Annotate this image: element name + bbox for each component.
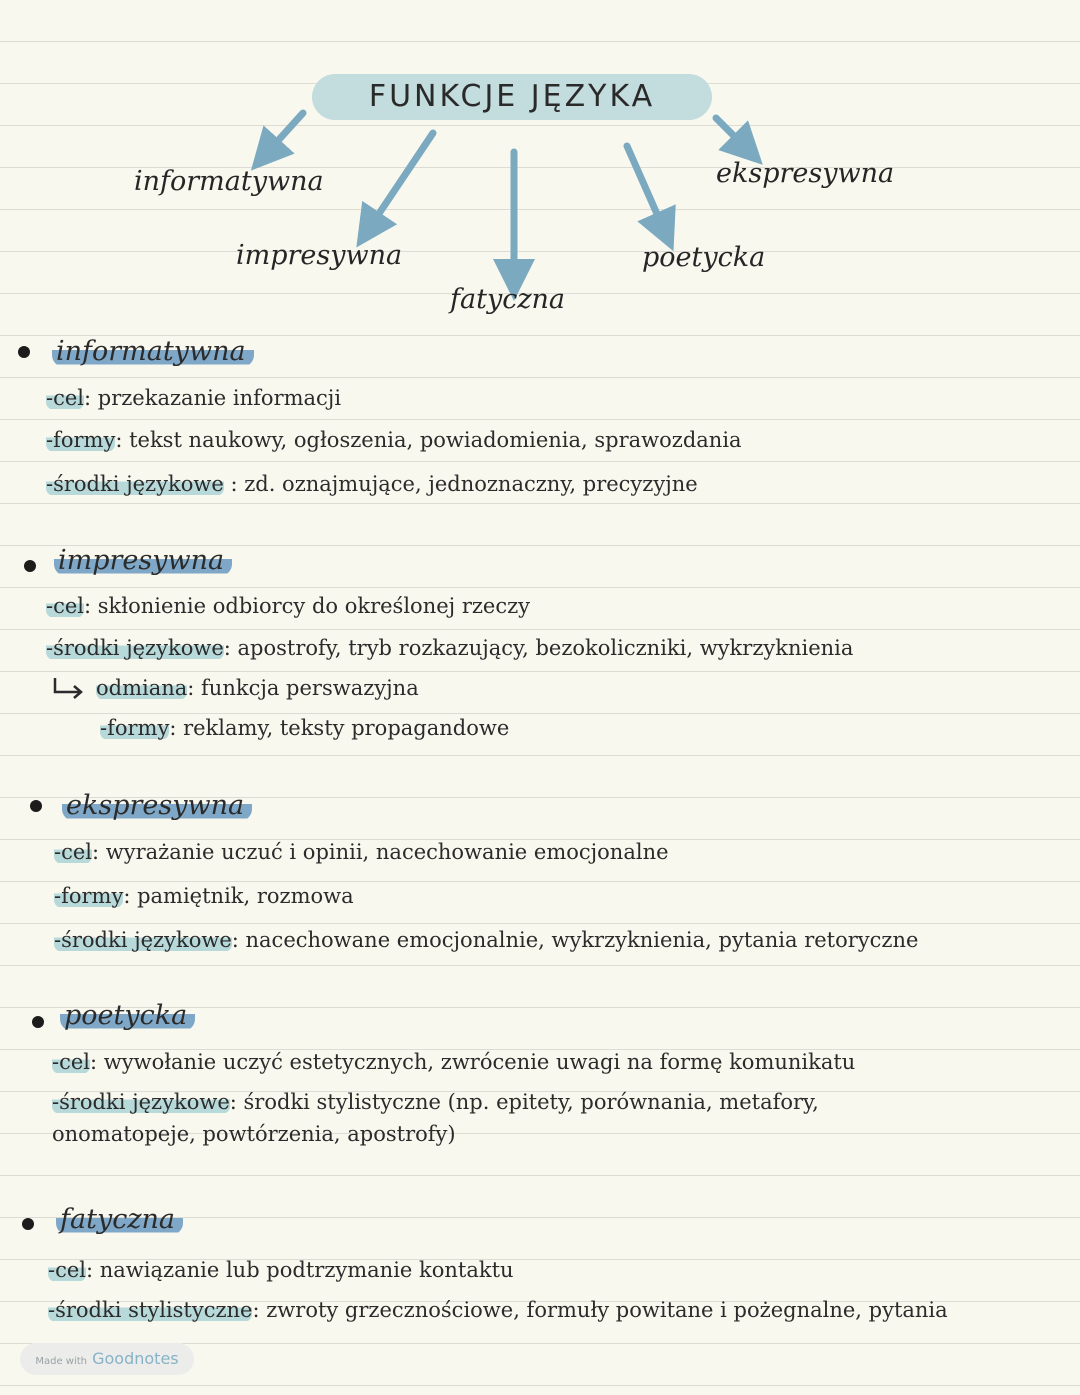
section-line: -formy: pamiętnik, rozmowa [54,884,354,908]
sub-arrow-icon [52,676,86,700]
section-line: -cel: wyrażanie uczuć i opinii, nacechowanie emocjonalne [54,840,669,864]
section-line: odmiana: funkcja perswazyjna [96,676,419,700]
arrow-poetycka [627,146,665,232]
section-heading-poetycka: poetycka [60,1000,195,1031]
branch-poetycka: poetycka [642,242,766,273]
section-line: -środki językowe : zd. oznajmujące, jednoznaczny, precyzyjne [46,472,698,496]
branch-fatyczna: fatyczna [450,284,566,315]
bullet-icon [30,800,42,812]
section-line: -cel: wywołanie uczyć estetycznych, zwrócenie uwagi na formę komunikatu [52,1050,856,1074]
arrow-impresywna [368,133,433,230]
section-line: -cel: skłonienie odbiorcy do określonej rzeczy [46,594,531,618]
section-heading-impresywna: impresywna [54,545,232,576]
section-line: -cel: przekazanie informacji [46,386,342,410]
arrow-ekspresywna [716,118,748,150]
bullet-icon [18,346,30,358]
section-line: -formy: tekst naukowy, ogłoszenia, powiadomienia, sprawozdania [46,428,742,452]
diagram-title: FUNKCJE JĘZYKA [312,74,712,120]
bullet-icon [24,560,36,572]
brand-label: Goodnotes [92,1349,179,1368]
section-heading-ekspresywna: ekspresywna [62,790,252,821]
section-line: -środki językowe: środki stylistyczne (np. epitety, porównania, metafory, [52,1090,819,1114]
section-heading-fatyczna: fatyczna [56,1204,183,1235]
section-line: -środki językowe: nacechowane emocjonalnie, wykrzyknienia, pytania retoryczne [54,928,919,952]
section-line: -formy: reklamy, teksty propagandowe [100,716,510,740]
bullet-icon [32,1016,44,1028]
section-heading-informatywna: informatywna [52,336,254,367]
arrow-informatywna [265,113,303,155]
branch-impresywna: impresywna [236,240,403,271]
branch-ekspresywna: ekspresywna [716,158,895,189]
branch-informatywna: informatywna [134,166,324,197]
section-line: onomatopeje, powtórzenia, apostrofy) [52,1122,456,1146]
section-line: -cel: nawiązanie lub podtrzymanie kontaktu [48,1258,514,1282]
made-with-label: Made with [35,1356,88,1367]
diagram-arrows [0,0,1080,320]
bullet-icon [22,1218,34,1230]
goodnotes-badge[interactable] [20,1343,194,1375]
section-line: -środki językowe: apostrofy, tryb rozkazujący, bezokoliczniki, wykrzyknienia [46,636,854,660]
section-line: -środki stylistyczne: zwroty grzecznościowe, formuły powitane i pożegnalne, pytania [48,1298,948,1322]
